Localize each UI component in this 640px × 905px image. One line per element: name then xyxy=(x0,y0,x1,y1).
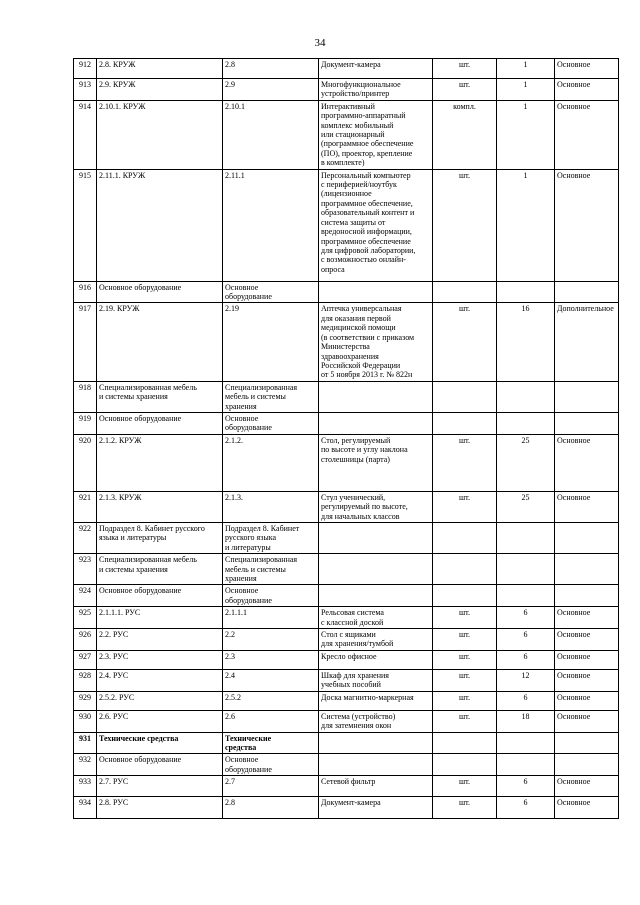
code-cell: 2.19 xyxy=(223,303,319,381)
item-name xyxy=(319,412,433,434)
section-cell: Специализированная мебель и системы хранения xyxy=(97,381,223,412)
table-row xyxy=(74,281,619,303)
equipment-type: Основное xyxy=(555,79,619,101)
table-row xyxy=(74,710,619,732)
unit-cell xyxy=(433,522,497,553)
table-row xyxy=(74,412,619,434)
item-name: Сетевой фильтр xyxy=(319,776,433,797)
unit-cell xyxy=(433,554,497,585)
row-number: 927 xyxy=(74,650,97,669)
equipment-type xyxy=(555,585,619,607)
unit-cell xyxy=(433,585,497,607)
quantity-cell xyxy=(497,554,555,585)
code-cell: 2.1.3. xyxy=(223,491,319,522)
unit-cell: шт. xyxy=(433,169,497,281)
row-number: 931 xyxy=(74,732,97,754)
quantity-cell: 1 xyxy=(497,100,555,169)
item-name: Стол с ящиками для хранения/тумбой xyxy=(319,629,433,651)
equipment-type: Основное xyxy=(555,797,619,819)
row-number: 917 xyxy=(74,303,97,381)
unit-cell xyxy=(433,732,497,754)
section-cell: 2.9. КРУЖ xyxy=(97,79,223,101)
quantity-cell xyxy=(497,522,555,553)
quantity-cell: 18 xyxy=(497,710,555,732)
quantity-cell: 25 xyxy=(497,434,555,491)
section-cell: 2.2. РУС xyxy=(97,629,223,651)
item-name: Интерактивный программно-аппаратный комплекс мобильный или стационарный (программное обеспечение (ПО), проектор, крепление в комплекте) xyxy=(319,100,433,169)
equipment-type xyxy=(555,554,619,585)
equipment-type xyxy=(555,522,619,553)
row-number: 916 xyxy=(74,281,97,303)
section-cell: Основное оборудование xyxy=(97,412,223,434)
unit-cell: шт. xyxy=(433,79,497,101)
unit-cell: компл. xyxy=(433,100,497,169)
item-name: Стул ученический, регулируемый по высоте, для начальных классов xyxy=(319,491,433,522)
item-name: Документ-камера xyxy=(319,797,433,819)
code-cell: Специализированная мебель и системы хранения xyxy=(223,381,319,412)
table-row xyxy=(74,303,619,381)
section-cell: 2.11.1. КРУЖ xyxy=(97,169,223,281)
code-cell: 2.11.1 xyxy=(223,169,319,281)
row-number: 918 xyxy=(74,381,97,412)
table-row xyxy=(74,79,619,101)
section-cell: 2.10.1. КРУЖ xyxy=(97,100,223,169)
code-cell: 2.9 xyxy=(223,79,319,101)
row-number: 912 xyxy=(74,59,97,79)
code-cell: Основное оборудование xyxy=(223,412,319,434)
table-row xyxy=(74,691,619,710)
table-row xyxy=(74,776,619,797)
quantity-cell: 6 xyxy=(497,776,555,797)
row-number: 919 xyxy=(74,412,97,434)
section-cell: 2.8. РУС xyxy=(97,797,223,819)
unit-cell: шт. xyxy=(433,491,497,522)
section-cell: Основное оборудование xyxy=(97,281,223,303)
table-row xyxy=(74,169,619,281)
code-cell: Технические средства xyxy=(223,732,319,754)
equipment-type: Основное xyxy=(555,710,619,732)
section-cell: 2.5.2. РУС xyxy=(97,691,223,710)
quantity-cell xyxy=(497,381,555,412)
row-number: 929 xyxy=(74,691,97,710)
quantity-cell: 6 xyxy=(497,691,555,710)
section-cell: 2.6. РУС xyxy=(97,710,223,732)
code-cell: 2.7 xyxy=(223,776,319,797)
equipment-type xyxy=(555,412,619,434)
row-number: 922 xyxy=(74,522,97,553)
item-name xyxy=(319,585,433,607)
code-cell: 2.8 xyxy=(223,797,319,819)
equipment-table xyxy=(73,58,619,819)
code-cell: Основное оборудование xyxy=(223,585,319,607)
quantity-cell xyxy=(497,412,555,434)
unit-cell: шт. xyxy=(433,669,497,691)
code-cell: Подраздел 8. Кабинет русского языка и литературы xyxy=(223,522,319,553)
equipment-type: Основное xyxy=(555,100,619,169)
item-name xyxy=(319,754,433,776)
table-row xyxy=(74,554,619,585)
row-number: 913 xyxy=(74,79,97,101)
equipment-type: Дополнительное xyxy=(555,303,619,381)
table-row xyxy=(74,669,619,691)
row-number: 934 xyxy=(74,797,97,819)
code-cell: Основное оборудование xyxy=(223,281,319,303)
row-number: 928 xyxy=(74,669,97,691)
item-name: Кресло офисное xyxy=(319,650,433,669)
table-row xyxy=(74,100,619,169)
unit-cell xyxy=(433,754,497,776)
unit-cell: шт. xyxy=(433,59,497,79)
table-row xyxy=(74,754,619,776)
equipment-type: Основное xyxy=(555,776,619,797)
table-row xyxy=(74,797,619,819)
section-cell: Основное оборудование xyxy=(97,585,223,607)
unit-cell xyxy=(433,281,497,303)
unit-cell xyxy=(433,381,497,412)
code-cell: 2.1.1.1 xyxy=(223,607,319,629)
row-number: 914 xyxy=(74,100,97,169)
row-number: 933 xyxy=(74,776,97,797)
quantity-cell xyxy=(497,732,555,754)
equipment-type: Основное xyxy=(555,691,619,710)
code-cell: 2.2 xyxy=(223,629,319,651)
item-name xyxy=(319,522,433,553)
quantity-cell: 1 xyxy=(497,59,555,79)
item-name: Доска магнитно-маркерная xyxy=(319,691,433,710)
table-row xyxy=(74,629,619,651)
item-name xyxy=(319,554,433,585)
row-number: 920 xyxy=(74,434,97,491)
item-name: Рельсовая система с классной доской xyxy=(319,607,433,629)
quantity-cell: 16 xyxy=(497,303,555,381)
unit-cell: шт. xyxy=(433,797,497,819)
unit-cell: шт. xyxy=(433,434,497,491)
quantity-cell xyxy=(497,754,555,776)
quantity-cell: 6 xyxy=(497,797,555,819)
equipment-type: Основное xyxy=(555,607,619,629)
unit-cell: шт. xyxy=(433,607,497,629)
equipment-type xyxy=(555,281,619,303)
section-cell: 2.4. РУС xyxy=(97,669,223,691)
row-number: 921 xyxy=(74,491,97,522)
item-name: Документ-камера xyxy=(319,59,433,79)
code-cell: 2.1.2. xyxy=(223,434,319,491)
equipment-type: Основное xyxy=(555,59,619,79)
table-row xyxy=(74,585,619,607)
page-number: 34 xyxy=(314,37,326,49)
code-cell: 2.3 xyxy=(223,650,319,669)
equipment-type: Основное xyxy=(555,650,619,669)
section-cell: Технические средства xyxy=(97,732,223,754)
quantity-cell: 12 xyxy=(497,669,555,691)
section-cell: Специализированная мебель и системы хранения xyxy=(97,554,223,585)
unit-cell xyxy=(433,412,497,434)
code-cell: 2.8 xyxy=(223,59,319,79)
row-number: 925 xyxy=(74,607,97,629)
equipment-type xyxy=(555,732,619,754)
unit-cell: шт. xyxy=(433,691,497,710)
code-cell: 2.5.2 xyxy=(223,691,319,710)
item-name: Персональный компьютер с периферией/ноутбук (лицензионное программное обеспечение, образовательный контент и система защиты от вредоносной информации, программное обеспечение для цифровой лаборатории, с возможностью онлайн- опроса xyxy=(319,169,433,281)
code-cell: 2.4 xyxy=(223,669,319,691)
item-name: Аптечка универсальная для оказания первой медицинской помощи (в соответствии с приказом Министерства здравоохранения Российской Федерации от 5 ноября 2013 г. № 822н xyxy=(319,303,433,381)
item-name xyxy=(319,381,433,412)
unit-cell: шт. xyxy=(433,629,497,651)
equipment-type: Основное xyxy=(555,434,619,491)
equipment-type xyxy=(555,381,619,412)
equipment-type: Основное xyxy=(555,169,619,281)
quantity-cell: 1 xyxy=(497,79,555,101)
unit-cell: шт. xyxy=(433,650,497,669)
unit-cell: шт. xyxy=(433,303,497,381)
equipment-type: Основное xyxy=(555,491,619,522)
item-name xyxy=(319,732,433,754)
quantity-cell: 6 xyxy=(497,629,555,651)
table-row xyxy=(74,607,619,629)
section-cell: 2.7. РУС xyxy=(97,776,223,797)
quantity-cell xyxy=(497,585,555,607)
unit-cell: шт. xyxy=(433,710,497,732)
row-number: 923 xyxy=(74,554,97,585)
table-row xyxy=(74,434,619,491)
row-number: 924 xyxy=(74,585,97,607)
section-cell: 2.1.1.1. РУС xyxy=(97,607,223,629)
row-number: 915 xyxy=(74,169,97,281)
item-name: Шкаф для хранения учебных пособий xyxy=(319,669,433,691)
quantity-cell: 1 xyxy=(497,169,555,281)
quantity-cell: 6 xyxy=(497,650,555,669)
section-cell: Основное оборудование xyxy=(97,754,223,776)
section-cell: 2.3. РУС xyxy=(97,650,223,669)
code-cell: Основное оборудование xyxy=(223,754,319,776)
item-name xyxy=(319,281,433,303)
quantity-cell xyxy=(497,281,555,303)
unit-cell: шт. xyxy=(433,776,497,797)
row-number: 930 xyxy=(74,710,97,732)
row-number: 932 xyxy=(74,754,97,776)
section-cell: 2.1.3. КРУЖ xyxy=(97,491,223,522)
quantity-cell: 25 xyxy=(497,491,555,522)
table-row xyxy=(74,522,619,553)
table-row xyxy=(74,491,619,522)
code-cell: 2.6 xyxy=(223,710,319,732)
table-row xyxy=(74,650,619,669)
equipment-type xyxy=(555,754,619,776)
row-number: 926 xyxy=(74,629,97,651)
code-cell: Специализированная мебель и системы хранения xyxy=(223,554,319,585)
equipment-type: Основное xyxy=(555,629,619,651)
item-name: Стол, регулируемый по высоте и углу наклона столешницы (парта) xyxy=(319,434,433,491)
table-row xyxy=(74,732,619,754)
section-cell: 2.1.2. КРУЖ xyxy=(97,434,223,491)
section-cell: Подраздел 8. Кабинет русского языка и литературы xyxy=(97,522,223,553)
table-row xyxy=(74,381,619,412)
code-cell: 2.10.1 xyxy=(223,100,319,169)
item-name: Система (устройство) для затемнения окон xyxy=(319,710,433,732)
quantity-cell: 6 xyxy=(497,607,555,629)
item-name: Многофункциональное устройство/принтер xyxy=(319,79,433,101)
equipment-type: Основное xyxy=(555,669,619,691)
table-row xyxy=(74,59,619,79)
section-cell: 2.8. КРУЖ xyxy=(97,59,223,79)
section-cell: 2.19. КРУЖ xyxy=(97,303,223,381)
